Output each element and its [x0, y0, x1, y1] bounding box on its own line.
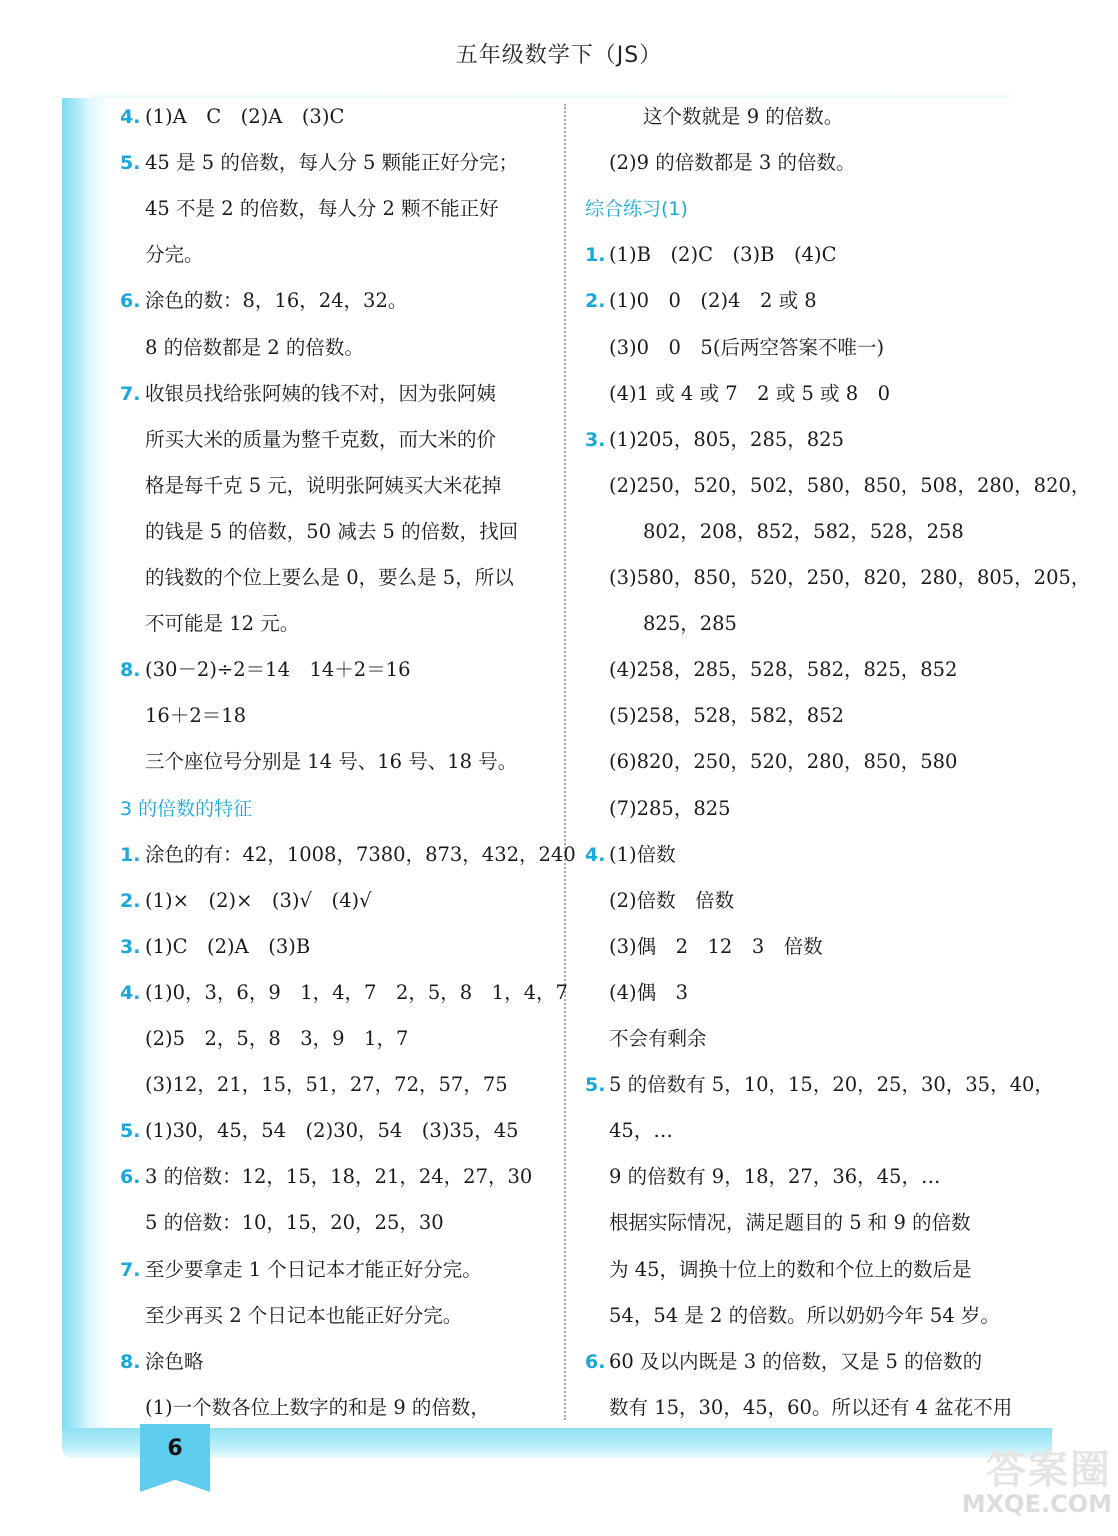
- left-answer-line: (1)一个数各位上数字的和是 9 的倍数，: [145, 1395, 490, 1419]
- right-answer-line: (7)285，825: [609, 796, 731, 820]
- right-answer-line: 根据实际情况，满足题目的 5 和 9 的倍数: [609, 1211, 971, 1235]
- question-number: 8.: [120, 1350, 141, 1373]
- left-answer-line: 至少再买 2 个日记本也能正好分完。: [145, 1303, 463, 1327]
- question-number: 6.: [585, 1350, 606, 1373]
- right-answer-line: 45，…: [609, 1119, 673, 1143]
- watermark-url: MXQE.COM: [961, 1490, 1112, 1518]
- left-answer-line: 8 的倍数都是 2 的倍数。: [145, 335, 364, 359]
- right-answer-line: (4)1 或 4 或 7 2 或 5 或 8 0: [609, 381, 891, 405]
- question-number: 2.: [585, 290, 606, 313]
- page-header: 五年级数学下（JS）: [455, 43, 663, 68]
- question-number: 4.: [120, 981, 141, 1004]
- right-answer-line: 802，208，852，582，528，258: [643, 519, 964, 543]
- frame-bottom-border: [62, 1428, 1052, 1458]
- left-answer-line: 的钱是 5 的倍数，50 减去 5 的倍数，找回: [145, 519, 519, 543]
- left-answer-line: 的钱数的个位上要么是 0，要么是 5，所以: [145, 566, 514, 589]
- left-answer-line: 分完。: [145, 243, 204, 267]
- left-answer-line: 不可能是 12 元。: [145, 612, 300, 636]
- page-number: 6: [167, 1436, 183, 1461]
- right-answer-line: (4)258，285，528，582，825，852: [609, 658, 958, 682]
- left-answer-line: 3 的倍数：12，15，18，21，24，27，30: [145, 1165, 533, 1189]
- right-answer-line: (4)偶 3: [609, 980, 689, 1004]
- question-number: 5.: [120, 152, 141, 175]
- frame-left-shadow: [88, 98, 112, 1430]
- right-answer-line: 5 的倍数有 5，10，15，20，25，30，35，40，: [609, 1073, 1054, 1097]
- question-number: 8.: [120, 659, 141, 682]
- left-answer-line: 所买大米的质量为整千克数，而大米的价: [145, 427, 497, 451]
- left-answer-line: 格是每千克 5 元，说明张阿姨买大米花掉: [145, 473, 502, 497]
- section-heading: 综合练习(1): [585, 198, 688, 221]
- right-answer-line: (1)倍数: [609, 842, 676, 866]
- left-answer-line: (30－2)÷2＝14 14＋2＝16: [145, 658, 411, 682]
- right-answer-line: 825，285: [643, 612, 737, 636]
- left-answer-line: 45 是 5 的倍数，每人分 5 颗能正好分完；: [145, 151, 519, 175]
- right-answer-line: (3)0 0 5(后两空答案不唯一): [609, 335, 885, 359]
- right-answer-line: 不会有剩余: [609, 1027, 707, 1050]
- question-number: 7.: [120, 382, 141, 405]
- right-answer-line: (2)倍数 倍数: [609, 888, 735, 912]
- watermark-logo: [944, 1438, 1112, 1528]
- question-number: 6.: [120, 290, 141, 313]
- question-number: 4.: [120, 106, 141, 128]
- right-answer-line: (3)偶 2 12 3 倍数: [609, 934, 823, 958]
- left-answer-line: (1)A C (2)A (3)C: [145, 105, 345, 128]
- right-answer-line: (1)205，805，285，825: [609, 427, 844, 451]
- left-answer-line: (1)30，45，54 (2)30，54 (3)35，45: [145, 1119, 519, 1143]
- left-answer-line: 收银员找给张阿姨的钱不对，因为张阿姨: [145, 381, 497, 405]
- section-heading: 3 的倍数的特征: [120, 797, 253, 820]
- question-number: 5.: [120, 1120, 141, 1143]
- right-answer-line: (5)258，528，582，852: [609, 704, 844, 728]
- right-answer-line: (6)820，250，520，280，850，580: [609, 750, 958, 774]
- right-answer-line: (3)580，850，520，250，820，280，805，205，: [609, 566, 1091, 589]
- left-answer-line: 涂色的数：8，16，24，32。: [145, 289, 408, 313]
- right-answer-line: (2)250，520，502，580，850，508，280，820，: [609, 473, 1091, 497]
- left-answer-line: (2)5 2，5，8 3，9 1，7: [145, 1027, 409, 1050]
- question-number: 2.: [120, 889, 141, 912]
- right-answer-line: 数有 15，30，45，60。所以还有 4 盆花不用: [609, 1395, 1013, 1419]
- left-answer-line: 16＋2＝18: [145, 704, 247, 728]
- left-answer-line: 至少要拿走 1 个日记本才能正好分完。: [145, 1257, 482, 1281]
- right-answer-line: 这个数就是 9 的倍数。: [643, 105, 844, 128]
- left-answer-line: 45 不是 2 的倍数，每人分 2 颗不能正好: [145, 197, 499, 221]
- question-number: 3.: [585, 428, 606, 451]
- left-answer-line: 涂色的有：42，1008，7380，873，432，240: [145, 842, 576, 866]
- left-answer-line: 5 的倍数：10，15，20，25，30: [145, 1211, 444, 1235]
- question-number: 5.: [585, 1074, 606, 1097]
- question-number: 4.: [585, 843, 606, 866]
- right-answer-line: 54，54 是 2 的倍数。所以奶奶今年 54 岁。: [609, 1303, 1000, 1327]
- left-answer-line: (1)C (2)A (3)B: [145, 934, 311, 958]
- question-number: 6.: [120, 1166, 141, 1189]
- question-number: 7.: [120, 1258, 141, 1281]
- question-number: 1.: [120, 843, 141, 866]
- left-answer-line: (1)× (2)× (3)√ (4)√: [145, 888, 372, 912]
- left-answer-line: 三个座位号分别是 14 号、16 号、18 号。: [145, 750, 518, 774]
- watermark-text: 答案圈: [986, 1447, 1112, 1493]
- right-answer-line: (2)9 的倍数都是 3 的倍数。: [609, 151, 856, 175]
- right-answer-line: (1)0 0 (2)4 2 或 8: [609, 289, 817, 313]
- left-answer-line: (1)0，3，6，9 1，4，7 2，5，8 1，4，7: [145, 980, 568, 1004]
- question-number: 3.: [120, 935, 141, 958]
- left-answer-line: 涂色略: [145, 1349, 204, 1373]
- question-number: 1.: [585, 244, 606, 267]
- frame-left-border: [62, 98, 90, 1430]
- right-answer-line: 为 45，调换十位上的数和个位上的数后是: [609, 1257, 972, 1281]
- frame-top-border: [90, 92, 1010, 98]
- column-divider: [564, 104, 566, 1420]
- right-answer-line: 60 及以内既是 3 的倍数，又是 5 的倍数的: [609, 1349, 983, 1373]
- left-answer-line: (3)12，21，15，51，27，72，57，75: [145, 1073, 508, 1097]
- right-answer-line: (1)B (2)C (3)B (4)C: [609, 243, 837, 267]
- right-answer-line: 9 的倍数有 9，18，27，36，45，…: [609, 1165, 941, 1189]
